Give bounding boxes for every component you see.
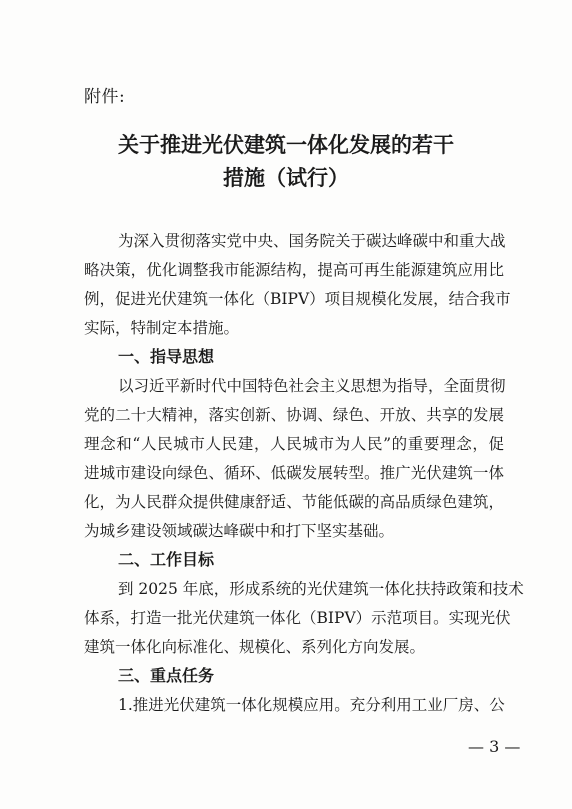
section1-line: 化，为人民群众提供健康舒适、节能低碳的高品质绿色建筑，: [84, 493, 504, 511]
section-heading-work-goals: 二、工作目标: [118, 550, 215, 569]
section-heading-key-tasks: 三、重点任务: [118, 666, 215, 685]
section1-line: 理念和“人民城市人民建，人民城市为人民”的重要理念，促: [84, 435, 504, 453]
section2-line: 建筑一体化向标准化、规模化、系列化方向发展。: [84, 638, 426, 656]
section2-line: 体系，打造一批光伏建筑一体化（BIPV）示范项目。实现光伏: [84, 609, 511, 627]
section1-line: 进城市建设向绿色、循环、低碳发展转型。推广光伏建筑一体: [84, 464, 504, 482]
section1-line: 党的二十大精神，落实创新、协调、绿色、开放、共享的发展: [84, 406, 504, 424]
section1-line: 以习近平新时代中国特色社会主义思想为指导，全面贯彻: [118, 377, 506, 395]
document-title-line-2: 措施（试行）: [223, 165, 349, 190]
document-title-line-1: 关于推进光伏建筑一体化发展的若干: [118, 132, 454, 157]
intro-line: 实际，特制定本措施。: [84, 319, 240, 337]
intro-line: 例，促进光伏建筑一体化（BIPV）项目规模化发展，结合我市: [84, 290, 511, 308]
intro-line: 略决策，优化调整我市能源结构，提高可再生能源建筑应用比: [84, 261, 504, 279]
intro-line: 为深入贯彻落实党中央、国务院关于碳达峰碳中和重大战: [118, 232, 506, 250]
section2-line: 到 2025 年底，形成系统的光伏建筑一体化扶持政策和技术: [118, 580, 524, 598]
section-heading-guiding-ideology: 一、指导思想: [118, 347, 215, 366]
section3-line: 1.推进光伏建筑一体化规模应用。充分利用工业厂房、公: [118, 696, 505, 714]
section1-line: 为城乡建设领域碳达峰碳中和打下坚实基础。: [84, 522, 395, 540]
attachment-label: 附件:: [84, 87, 126, 107]
page-number: — 3 —: [468, 737, 521, 756]
